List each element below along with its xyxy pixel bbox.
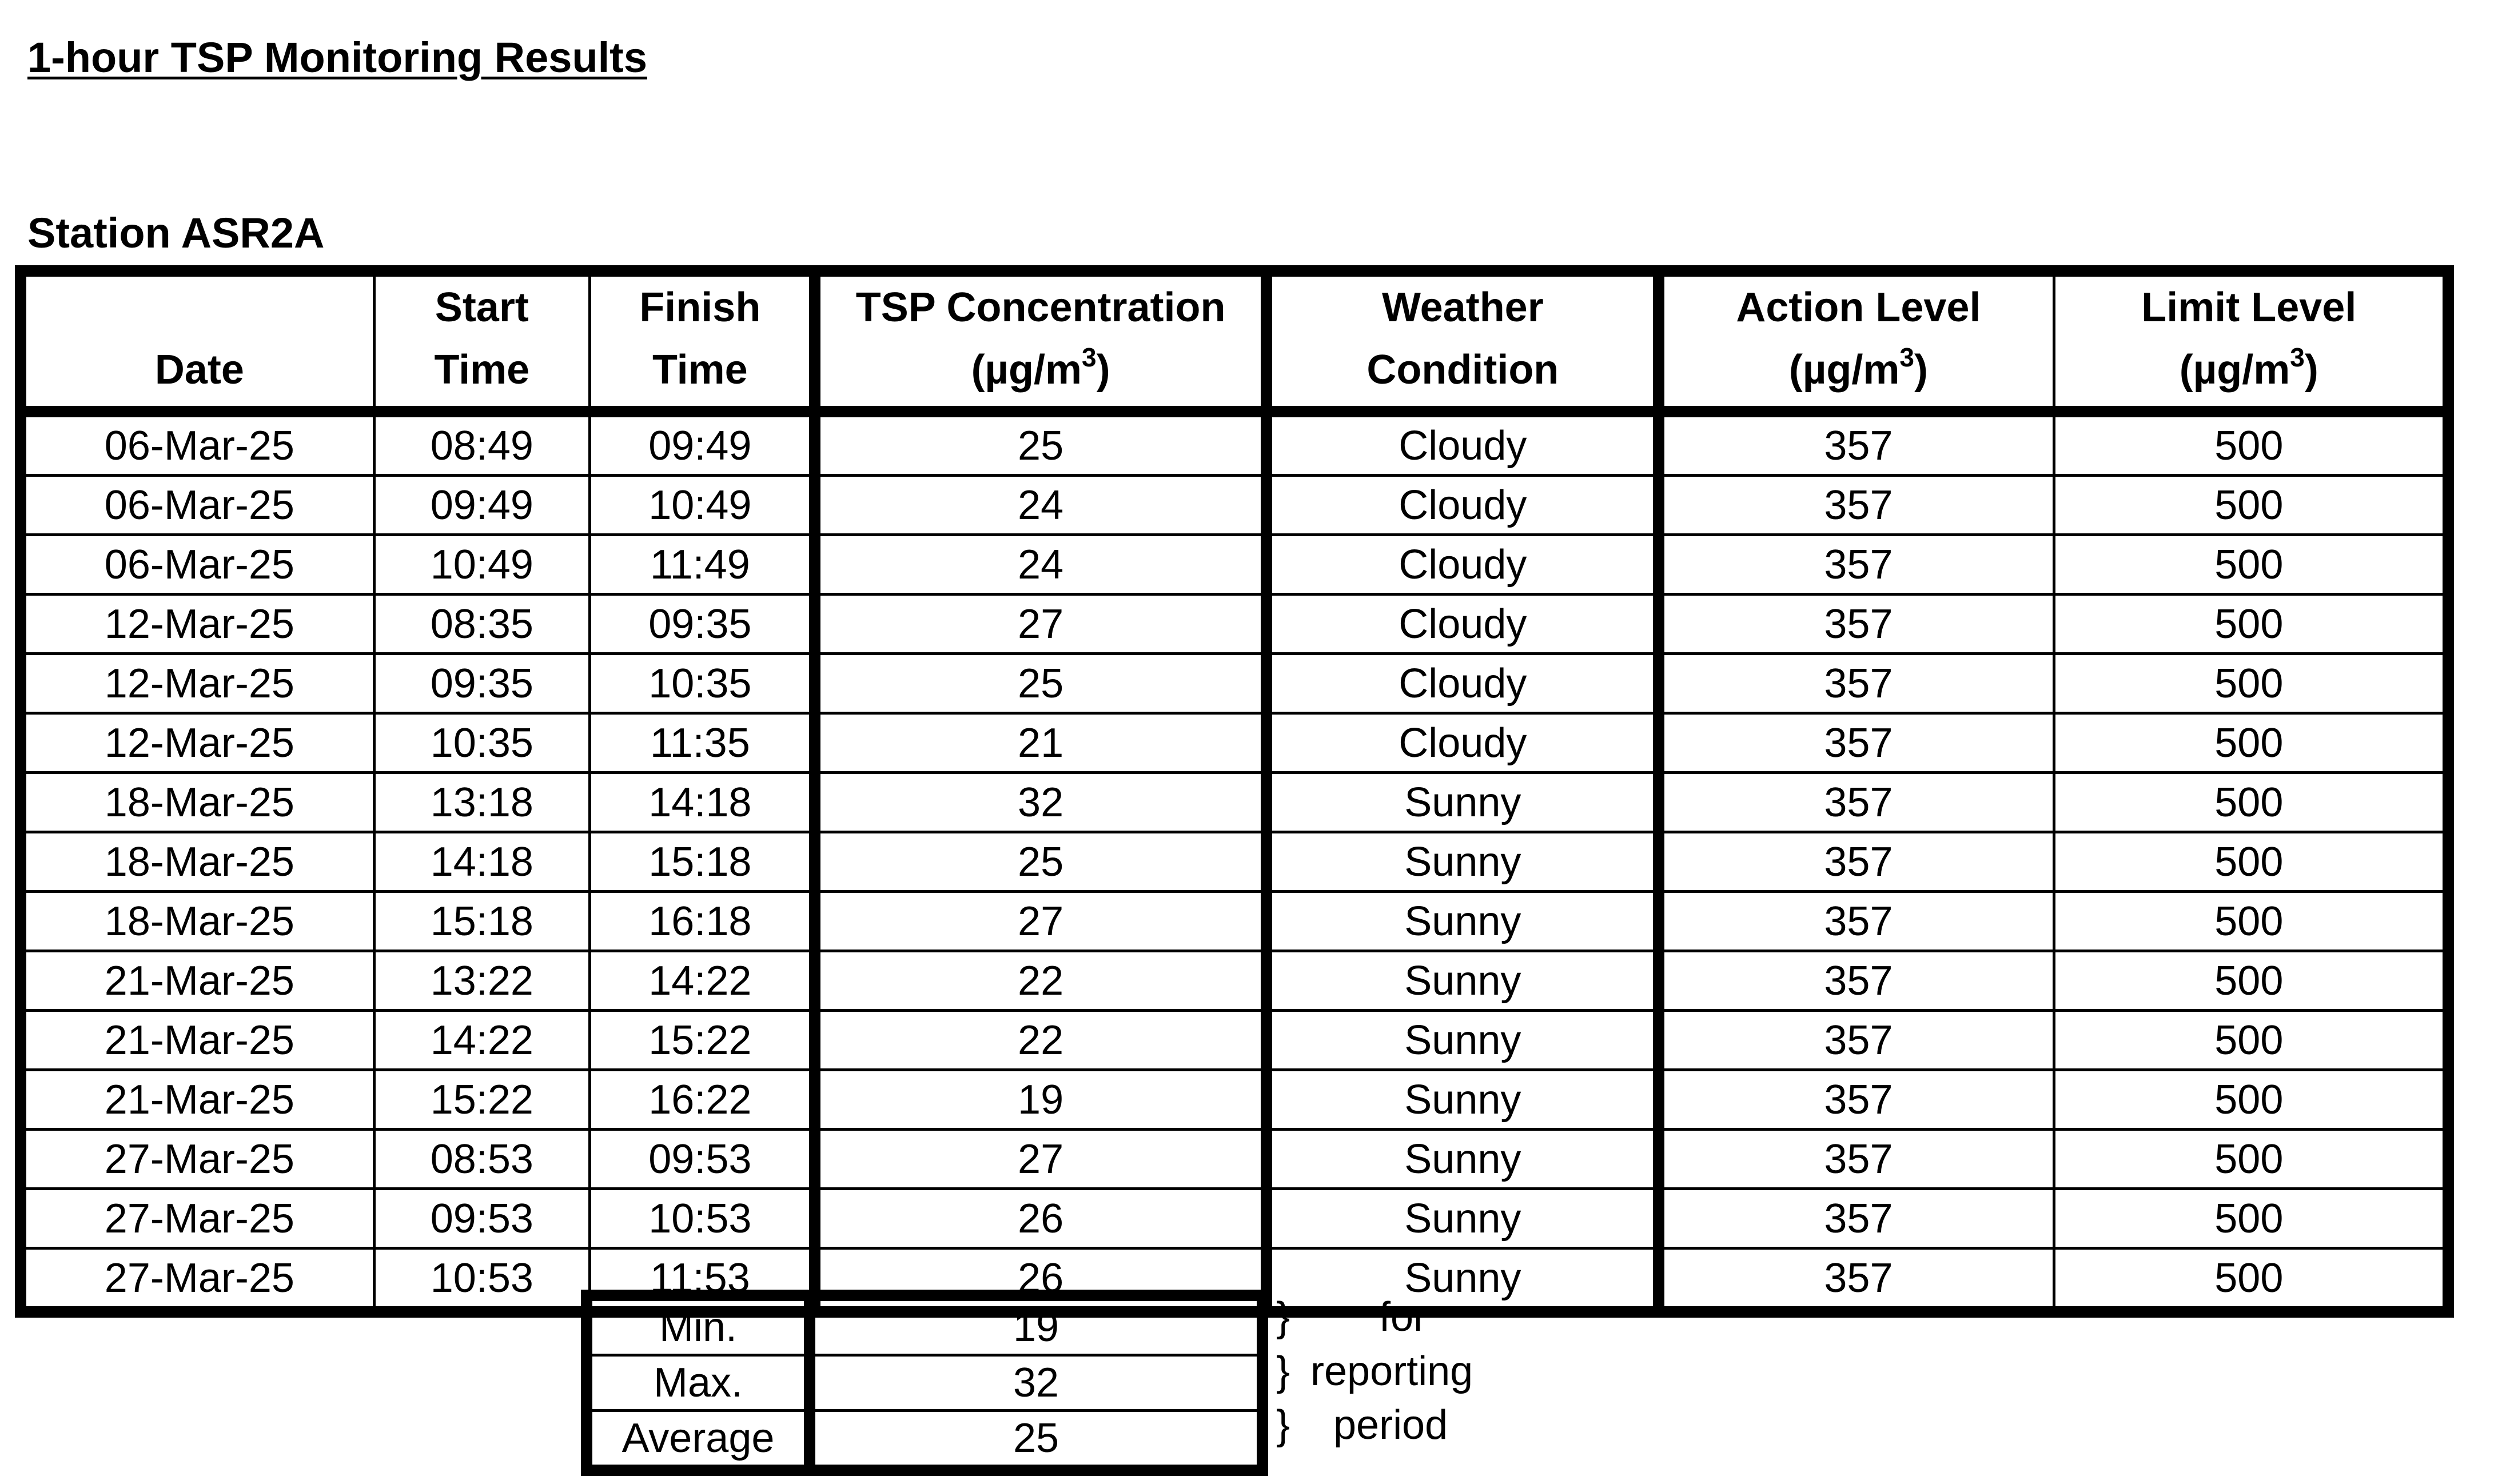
table-row: [21, 773, 2448, 832]
limit-level-cell: 500: [2054, 1248, 2448, 1313]
action-level-cell: 357: [1659, 476, 2054, 535]
summary-note: [1276, 1402, 1448, 1448]
finish-time-cell: 09:49: [589, 412, 814, 476]
table-row: [21, 595, 2448, 654]
weather-cell: Cloudy: [1266, 713, 1659, 773]
header-date: Date: [21, 271, 374, 412]
tsp-value-cell: 27: [815, 892, 1267, 951]
action-level-cell: 357: [1659, 1248, 2054, 1313]
weather-cell: Cloudy: [1266, 535, 1659, 595]
weather-cell: Sunny: [1266, 1011, 1659, 1070]
table-row: [21, 1011, 2448, 1070]
date-cell: 18-Mar-25: [21, 892, 374, 951]
limit-level-cell: 500: [2054, 1130, 2448, 1189]
finish-time-cell: 10:35: [589, 654, 814, 713]
header-limit-level: Limit Level $(\mu g/m^3)$: [2054, 271, 2448, 412]
weather-cell: Sunny: [1266, 1248, 1659, 1313]
summary-value: 32: [810, 1355, 1262, 1411]
tsp-value-cell: 27: [815, 595, 1267, 654]
limit-level-cell: 500: [2054, 1011, 2448, 1070]
table-row: [21, 654, 2448, 713]
action-level-cell: 357: [1659, 832, 2054, 892]
table-row: [21, 892, 2448, 951]
table-row: [21, 1070, 2448, 1130]
brace-mark: }: [1276, 1402, 1290, 1448]
start-time-cell: 08:49: [374, 412, 589, 476]
date-cell: 12-Mar-25: [21, 595, 374, 654]
weather-cell: Sunny: [1266, 1189, 1659, 1248]
tsp-value-cell: 25: [815, 654, 1267, 713]
tsp-value-cell: 25: [815, 412, 1267, 476]
summary-label: Average: [587, 1411, 810, 1471]
limit-level-cell: 500: [2054, 654, 2448, 713]
date-cell: 12-Mar-25: [21, 654, 374, 713]
finish-time-cell: 09:53: [589, 1130, 814, 1189]
date-cell: 06-Mar-25: [21, 476, 374, 535]
action-level-cell: 357: [1659, 892, 2054, 951]
date-cell: 27-Mar-25: [21, 1248, 374, 1313]
table-row: [21, 412, 2448, 476]
tsp-value-cell: 26: [815, 1189, 1267, 1248]
summary-note-text: reporting: [1310, 1349, 1473, 1394]
summary-label: Max.: [587, 1355, 810, 1411]
action-level-cell: 357: [1659, 951, 2054, 1011]
results-body: [21, 412, 2448, 1312]
header-finish-time: Finish Time: [589, 271, 814, 412]
finish-time-cell: 16:18: [589, 892, 814, 951]
tsp-value-cell: 22: [815, 951, 1267, 1011]
start-time-cell: 10:35: [374, 713, 589, 773]
limit-level-cell: 500: [2054, 951, 2448, 1011]
finish-time-cell: 15:22: [589, 1011, 814, 1070]
date-cell: 18-Mar-25: [21, 832, 374, 892]
date-cell: 21-Mar-25: [21, 1011, 374, 1070]
limit-level-cell: 500: [2054, 713, 2448, 773]
weather-cell: Sunny: [1266, 773, 1659, 832]
table-row: [21, 951, 2448, 1011]
table-row: [21, 1130, 2448, 1189]
start-time-cell: 14:22: [374, 1011, 589, 1070]
tsp-value-cell: 24: [815, 535, 1267, 595]
table-row: [21, 535, 2448, 595]
limit-level-cell: 500: [2054, 412, 2448, 476]
tsp-value-cell: 21: [815, 713, 1267, 773]
weather-cell: Sunny: [1266, 1130, 1659, 1189]
start-time-cell: 08:53: [374, 1130, 589, 1189]
summary-note: [1276, 1296, 1427, 1338]
summary-table: [581, 1290, 1268, 1476]
weather-cell: Sunny: [1266, 892, 1659, 951]
finish-time-cell: 11:53: [589, 1248, 814, 1313]
summary-note: [1276, 1351, 1473, 1392]
start-time-cell: 09:53: [374, 1189, 589, 1248]
limit-level-cell: 500: [2054, 1189, 2448, 1248]
finish-time-cell: 09:35: [589, 595, 814, 654]
tsp-value-cell: 32: [815, 773, 1267, 832]
finish-time-cell: 15:18: [589, 832, 814, 892]
start-time-cell: 08:35: [374, 595, 589, 654]
weather-cell: Cloudy: [1266, 476, 1659, 535]
action-level-cell: 357: [1659, 713, 2054, 773]
start-time-cell: 10:53: [374, 1248, 589, 1313]
limit-level-cell: 500: [2054, 476, 2448, 535]
page-title: 1-hour TSP Monitoring Results: [27, 34, 647, 81]
start-time-cell: 13:18: [374, 773, 589, 832]
summary-body: [587, 1295, 1262, 1470]
limit-level-cell: 500: [2054, 535, 2448, 595]
tsp-value-cell: 27: [815, 1130, 1267, 1189]
start-time-cell: 10:49: [374, 535, 589, 595]
summary-note-text: for: [1379, 1294, 1428, 1340]
date-cell: 27-Mar-25: [21, 1130, 374, 1189]
station-title: Station ASR2A: [27, 209, 325, 257]
limit-level-cell: 500: [2054, 595, 2448, 654]
table-row: [21, 476, 2448, 535]
date-cell: 18-Mar-25: [21, 773, 374, 832]
tsp-value-cell: 24: [815, 476, 1267, 535]
tsp-value-cell: 25: [815, 832, 1267, 892]
brace-mark: }: [1276, 1294, 1290, 1340]
action-level-cell: 357: [1659, 595, 2054, 654]
start-time-cell: 09:49: [374, 476, 589, 535]
summary-note-text: period: [1333, 1402, 1448, 1448]
weather-cell: Cloudy: [1266, 654, 1659, 713]
date-cell: 12-Mar-25: [21, 713, 374, 773]
tsp-value-cell: 19: [815, 1070, 1267, 1130]
action-level-cell: 357: [1659, 1130, 2054, 1189]
tsp-results-table: [15, 265, 2454, 1318]
finish-time-cell: 11:49: [589, 535, 814, 595]
weather-cell: Sunny: [1266, 951, 1659, 1011]
summary-value: 25: [810, 1411, 1262, 1471]
summary-row: [587, 1411, 1262, 1471]
date-cell: 21-Mar-25: [21, 951, 374, 1011]
start-time-cell: 13:22: [374, 951, 589, 1011]
action-level-cell: 357: [1659, 654, 2054, 713]
table-row: [21, 1189, 2448, 1248]
date-cell: 06-Mar-25: [21, 412, 374, 476]
action-level-cell: 357: [1659, 773, 2054, 832]
finish-time-cell: 14:22: [589, 951, 814, 1011]
date-cell: 21-Mar-25: [21, 1070, 374, 1130]
finish-time-cell: 16:22: [589, 1070, 814, 1130]
date-cell: 27-Mar-25: [21, 1189, 374, 1248]
action-level-cell: 357: [1659, 1189, 2054, 1248]
finish-time-cell: 10:53: [589, 1189, 814, 1248]
summary-row: [587, 1295, 1262, 1355]
start-time-cell: 15:22: [374, 1070, 589, 1130]
finish-time-cell: 14:18: [589, 773, 814, 832]
table-row: [21, 832, 2448, 892]
weather-cell: Sunny: [1266, 1070, 1659, 1130]
start-time-cell: 15:18: [374, 892, 589, 951]
finish-time-cell: 11:35: [589, 713, 814, 773]
brace-mark: }: [1276, 1349, 1290, 1394]
limit-level-cell: 500: [2054, 832, 2448, 892]
header-row: [21, 271, 2448, 412]
action-level-cell: 357: [1659, 535, 2054, 595]
table-row: [21, 713, 2448, 773]
summary-row: [587, 1355, 1262, 1411]
start-time-cell: 09:35: [374, 654, 589, 713]
limit-level-cell: 500: [2054, 892, 2448, 951]
weather-cell: Sunny: [1266, 832, 1659, 892]
limit-level-cell: 500: [2054, 1070, 2448, 1130]
weather-cell: Cloudy: [1266, 412, 1659, 476]
summary-label: Min.: [587, 1295, 810, 1355]
finish-time-cell: 10:49: [589, 476, 814, 535]
tsp-value-cell: 26: [815, 1248, 1267, 1313]
header-action-level: Action Level $(\mu g/m^3)$: [1659, 271, 2054, 412]
header-tsp-concentration: TSP Concentration $(\mu g/m^3)$: [815, 271, 1267, 412]
start-time-cell: 14:18: [374, 832, 589, 892]
weather-cell: Cloudy: [1266, 595, 1659, 654]
tsp-value-cell: 22: [815, 1011, 1267, 1070]
date-cell: 06-Mar-25: [21, 535, 374, 595]
action-level-cell: 357: [1659, 1011, 2054, 1070]
action-level-cell: 357: [1659, 1070, 2054, 1130]
action-level-cell: 357: [1659, 412, 2054, 476]
header-start-time: Start Time: [374, 271, 589, 412]
summary-value: 19: [810, 1295, 1262, 1355]
limit-level-cell: 500: [2054, 773, 2448, 832]
header-weather-condition: Weather Condition: [1266, 271, 1659, 412]
